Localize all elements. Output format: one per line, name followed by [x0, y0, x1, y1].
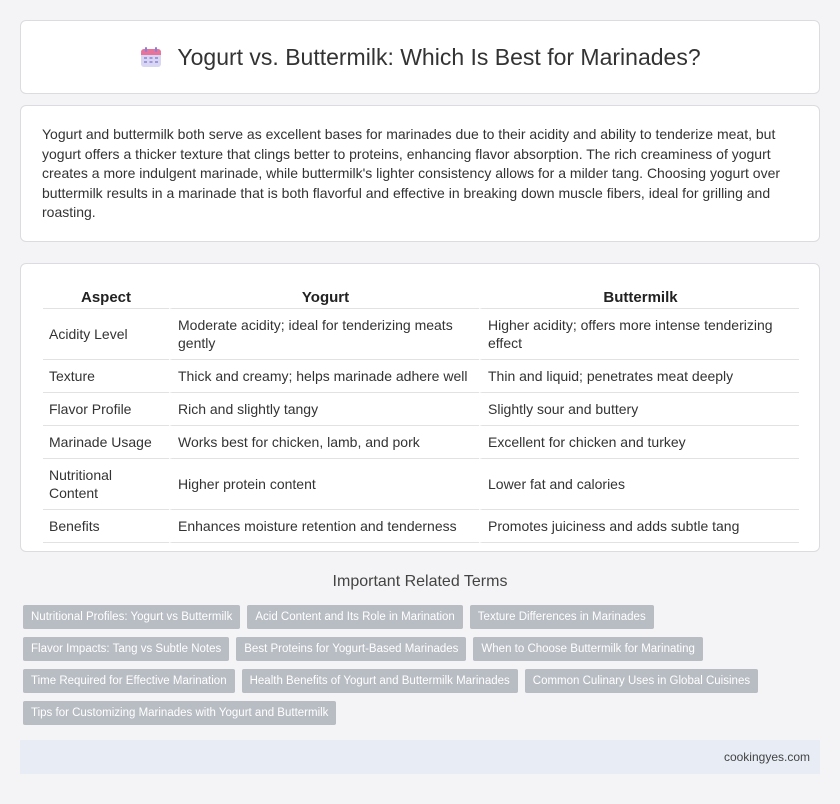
- table-row: [43, 426, 799, 459]
- table-row: [43, 393, 799, 426]
- footer: [20, 740, 820, 774]
- related-term-tag[interactable]: Best Proteins for Yogurt-Based Marinades: [236, 637, 466, 661]
- related-term-tag[interactable]: Common Culinary Uses in Global Cuisines: [525, 669, 758, 693]
- calendar-icon: [139, 45, 163, 69]
- related-term-tag[interactable]: Tips for Customizing Marinades with Yogurt and Buttermilk: [23, 701, 336, 725]
- aspect-cell: Texture: [43, 360, 169, 393]
- related-terms-list: [23, 605, 823, 733]
- related-term-tag[interactable]: Time Required for Effective Marination: [23, 669, 235, 693]
- buttermilk-cell: Lower fat and calories: [479, 459, 799, 510]
- comparison-table-card: [20, 263, 820, 552]
- related-term-tag[interactable]: Texture Differences in Marinades: [470, 605, 654, 629]
- table-row: [43, 309, 799, 360]
- yogurt-cell: Higher protein content: [169, 459, 479, 510]
- table-header-row: [43, 286, 799, 309]
- intro-paragraph: Yogurt and buttermilk both serve as excellent bases for marinades due to their acidity and ability to tenderize meat, but yogurt offers a thicker texture that clings better to proteins, enhancing flavor absorption. The rich creaminess of yogurt creates a more indulgent marinade, while buttermilk's lighter consistency allows for a milder tang. Choosing yogurt over buttermilk results in a marinade that is both flavorful and effective in breaking down muscle fibers, ideal for grilling and roasting.: [42, 126, 781, 221]
- yogurt-cell: Enhances moisture retention and tenderness: [169, 510, 479, 543]
- related-term-tag[interactable]: Health Benefits of Yogurt and Buttermilk Marinades: [242, 669, 518, 693]
- buttermilk-cell: Higher acidity; offers more intense tenderizing effect: [479, 309, 799, 360]
- related-term-tag[interactable]: Flavor Impacts: Tang vs Subtle Notes: [23, 637, 229, 661]
- buttermilk-cell: Excellent for chicken and turkey: [479, 426, 799, 459]
- aspect-cell: Nutritional Content: [43, 459, 169, 510]
- header-buttermilk: Buttermilk: [479, 286, 799, 309]
- related-term-tag[interactable]: Nutritional Profiles: Yogurt vs Buttermilk: [23, 605, 240, 629]
- buttermilk-cell: Slightly sour and buttery: [479, 393, 799, 426]
- related-term-tag[interactable]: Acid Content and Its Role in Marination: [247, 605, 462, 629]
- yogurt-cell: Rich and slightly tangy: [169, 393, 479, 426]
- table-row: [43, 360, 799, 393]
- aspect-cell: Benefits: [43, 510, 169, 543]
- yogurt-cell: Thick and creamy; helps marinade adhere well: [169, 360, 479, 393]
- buttermilk-cell: Thin and liquid; penetrates meat deeply: [479, 360, 799, 393]
- related-terms-heading: Important Related Terms: [332, 573, 508, 590]
- yogurt-cell: Moderate acidity; ideal for tenderizing meats gently: [169, 309, 479, 360]
- title-card: [20, 20, 820, 94]
- intro-card: [20, 105, 820, 242]
- header-yogurt: Yogurt: [169, 286, 479, 309]
- aspect-cell: Flavor Profile: [43, 393, 169, 426]
- aspect-cell: Marinade Usage: [43, 426, 169, 459]
- table-row: [43, 459, 799, 510]
- comparison-table: [43, 286, 799, 543]
- page-title: Yogurt vs. Buttermilk: Which Is Best for Marinades?: [177, 43, 701, 70]
- related-term-tag[interactable]: When to Choose Buttermilk for Marinating: [473, 637, 702, 661]
- buttermilk-cell: Promotes juiciness and adds subtle tang: [479, 510, 799, 543]
- header-aspect: Aspect: [43, 286, 169, 309]
- footer-site-link[interactable]: cookingyes.com: [723, 750, 810, 764]
- yogurt-cell: Works best for chicken, lamb, and pork: [169, 426, 479, 459]
- table-row: [43, 510, 799, 543]
- aspect-cell: Acidity Level: [43, 309, 169, 360]
